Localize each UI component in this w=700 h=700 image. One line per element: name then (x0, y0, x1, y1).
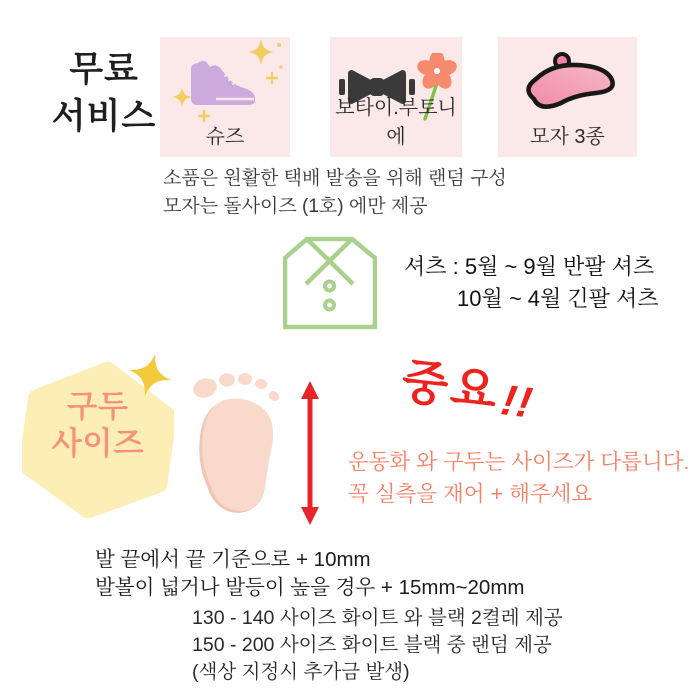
service-card-hat (498, 37, 637, 157)
service-card-bowtie (330, 37, 462, 157)
important-exclamation: !! (493, 377, 542, 427)
beret-hat-icon (520, 49, 620, 121)
service-note-line-1: 소품은 원활한 택배 발송을 위해 랜덤 구성 (163, 168, 507, 189)
collared-shirt-icon (283, 236, 377, 330)
badge-line-2: 사이즈 (51, 426, 145, 461)
card-label-shoes: 슈즈 (205, 126, 245, 148)
important-text: 중요 (398, 355, 504, 420)
measure-guide-line-1: 발 끝에서 끝 기준으로 + 10mm (95, 548, 371, 571)
service-card-shoes (160, 37, 290, 157)
badge-line-1: 구두 (67, 389, 129, 424)
free-service-title (38, 46, 170, 140)
shirt-info-line-2: 10월 ~ 4월 긴팔 셔츠 (457, 286, 659, 311)
baby-foot-icon (188, 372, 290, 520)
card-label-hat: 모자 3종 (530, 126, 605, 148)
provided-sizes-line-2: 150 - 200 사이즈 화이트 블랙 중 랜덤 제공 (192, 634, 552, 656)
provided-sizes-line-3: (색상 지정시 추가금 발생) (192, 661, 410, 683)
measure-guide-line-2: 발볼이 넓거나 발등이 높을 경우 + 15mm~20mm (95, 576, 525, 599)
title-line-1: 무료 (69, 50, 139, 89)
size-warning-line-1: 운동화 와 구두는 사이즈가 다릅니다. (348, 450, 690, 474)
size-warning-line-2: 꼭 실측을 재어 + 해주세요 (348, 482, 593, 506)
dress-shoe-with-sparkles-icon (160, 37, 290, 129)
provided-sizes-line-1: 130 - 140 사이즈 화이트 와 블랙 2켤레 제공 (192, 607, 563, 629)
length-measure-arrow-icon (297, 381, 323, 525)
title-line-2: 서비스 (51, 97, 157, 136)
card-label-bowtie: 보타이.부토니에 (335, 97, 457, 148)
shirt-info-line-1: 셔츠 : 5월 ~ 9월 반팔 셔츠 (404, 254, 655, 279)
service-note-line-2: 모자는 돌사이즈 (1호) 에만 제공 (163, 196, 428, 217)
shoe-size-badge (22, 388, 174, 462)
important-callout (398, 342, 542, 427)
